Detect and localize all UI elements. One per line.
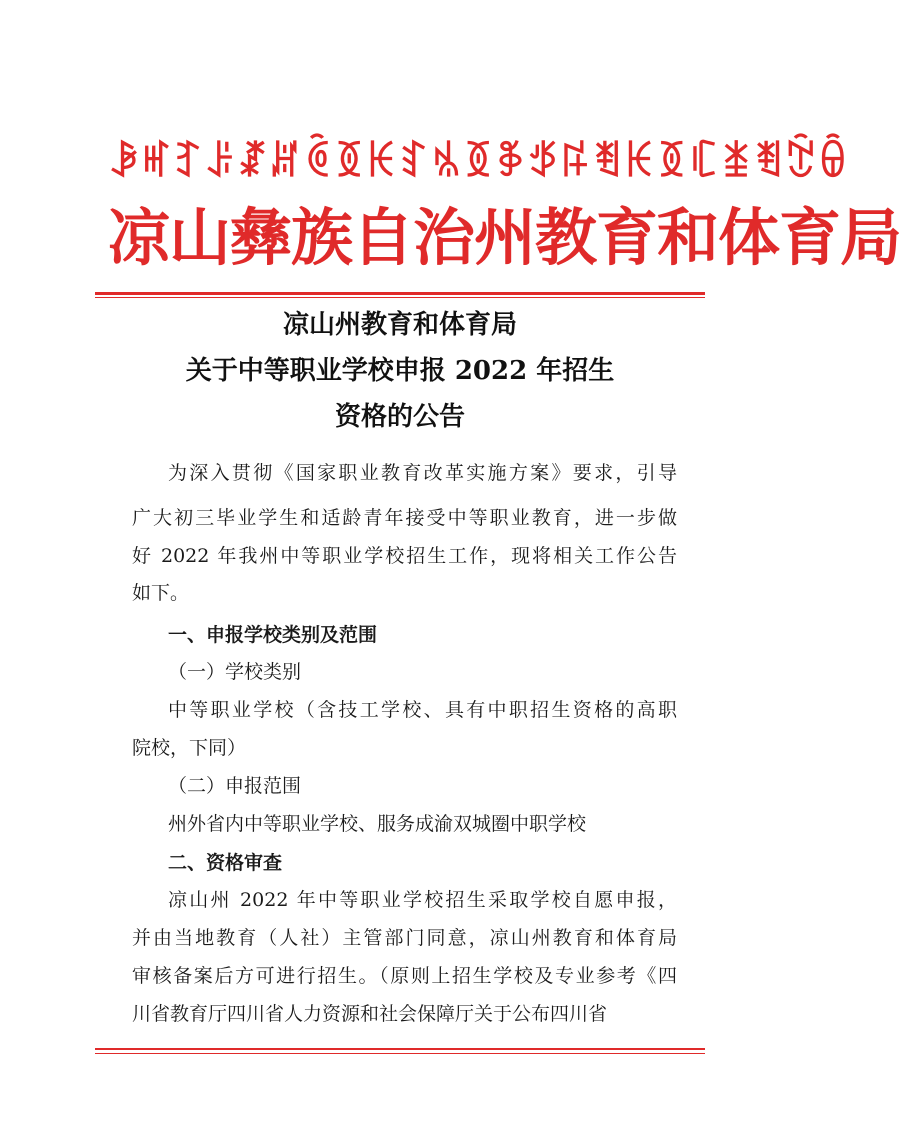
section-2-text-line: 凉山州 2022 年中等职业学校招生采取学校自愿申报， bbox=[168, 889, 677, 911]
letterhead-red-rule-thin bbox=[95, 297, 705, 298]
footer-red-rule bbox=[95, 1048, 705, 1050]
intro-paragraph-line: 为深入贯彻《国家职业教育改革实施方案》要求，引导 bbox=[168, 462, 677, 484]
subsection-1-text-line: 院校，下同） bbox=[132, 737, 247, 759]
section-2-text-line: 并由当地教育（人社）主管部门同意，凉山州教育和体育局 bbox=[132, 927, 677, 949]
section-2-text-line: 川省教育厅四川省人力资源和社会保障厅关于公布四川省 bbox=[132, 1003, 608, 1025]
subsection-2-text: 州外省内中等职业学校、服务成渝双城圈中职学校 bbox=[168, 813, 587, 835]
letterhead-yi-script: ꆃꎭꆈꌠꊨꏦꏱꅉꀘꆏꁱꅉꃆꉪꌬꄮꀘꅉꏸꁧꄮꇕꌶ bbox=[108, 139, 850, 186]
section-2-heading: 二、资格审查 bbox=[168, 852, 283, 874]
document-title-line-3: 资格的公告 bbox=[334, 402, 465, 432]
letterhead-org-name: 凉山彝族自治州教育和体育局 bbox=[108, 201, 901, 274]
letterhead-red-rule bbox=[95, 292, 705, 295]
intro-paragraph-line: 好 2022 年我州中等职业学校招生工作，现将相关工作公告 bbox=[132, 545, 677, 567]
footer-red-rule-thin bbox=[95, 1053, 705, 1054]
subsection-1-text-line: 中等职业学校（含技工学校、具有中职招生资格的高职 bbox=[168, 699, 677, 721]
intro-paragraph-line: 广大初三毕业学生和适龄青年接受中等职业教育，进一步做 bbox=[132, 507, 677, 529]
subsection-2-heading: （二）申报范围 bbox=[168, 775, 302, 797]
document-title-line-2: 关于中等职业学校申报 2022 年招生 bbox=[185, 356, 615, 386]
section-2-text-line: 审核备案后方可进行招生。（原则上招生学校及专业参考《四 bbox=[132, 965, 677, 987]
document-title-line-1: 凉山州教育和体育局 bbox=[282, 310, 517, 340]
subsection-1-heading: （一）学校类别 bbox=[168, 661, 302, 683]
intro-paragraph-line: 如下。 bbox=[132, 582, 190, 604]
section-1-heading: 一、申报学校类别及范围 bbox=[168, 624, 378, 646]
